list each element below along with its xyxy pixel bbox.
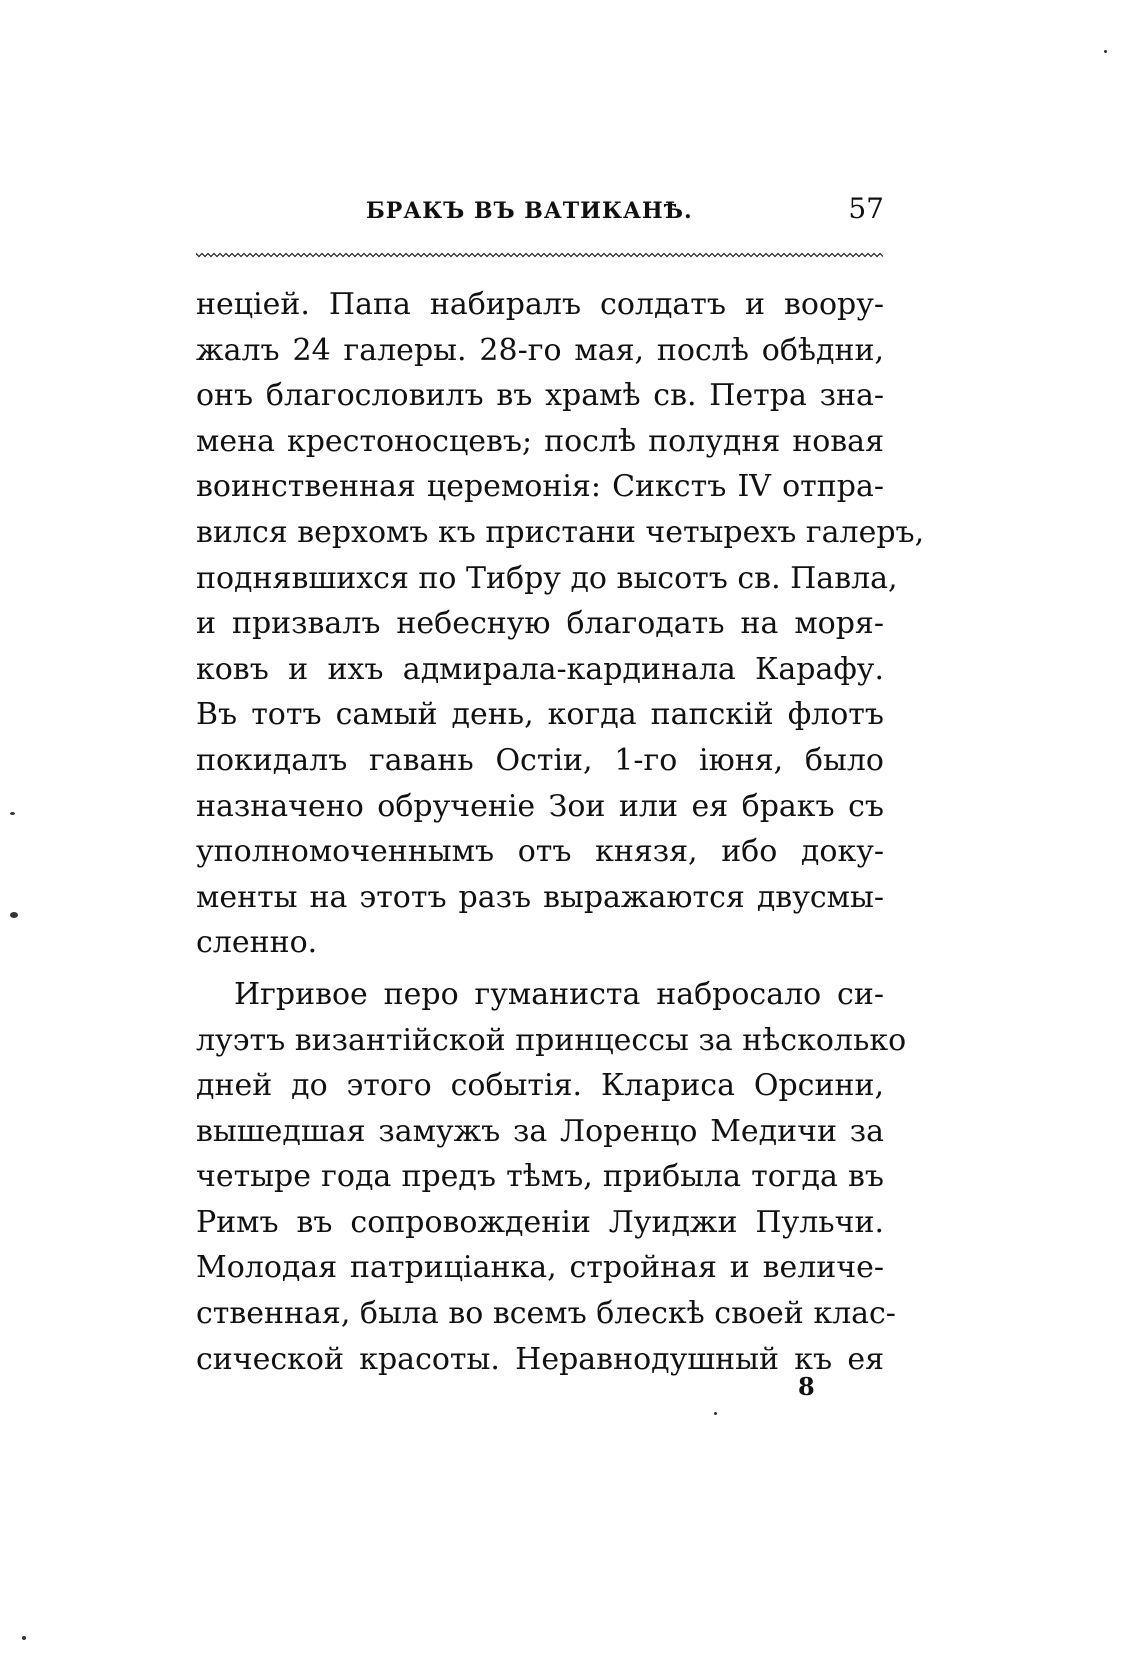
text-line: сленно.	[196, 925, 318, 961]
text-line: ковъ и ихъ адмирала-кардинала Карафу.	[196, 651, 884, 687]
printer-signature-mark: 8	[798, 1372, 815, 1401]
text-line: уполномоченнымъ отъ князя, ибо доку-	[196, 834, 884, 870]
text-line: вышедшая замужъ за Лоренцо Медичи за	[196, 1113, 884, 1149]
text-line: дней до этого событiя. Клариса Орсини,	[196, 1068, 884, 1104]
text-line: мена крестоносцевъ; послѣ полудня новая	[196, 423, 884, 459]
text-line: и призвалъ небесную благодать на моря-	[196, 606, 884, 642]
running-head	[196, 192, 884, 232]
text-line: ственная, была во всемъ блескѣ своей клас-	[196, 1296, 896, 1332]
page-number: 57	[848, 192, 884, 225]
scan-speck	[10, 912, 18, 918]
text-line: луэтъ византiйской принцессы за нѣсколько	[196, 1022, 907, 1058]
header-wavy-rule	[196, 252, 884, 258]
text-line: Молодая патрицiанка, стройная и величе-	[196, 1250, 884, 1286]
text-line: Въ тотъ самый день, когда папскiй флотъ	[196, 697, 884, 733]
text-line: Римъ въ сопровожденiи Луиджи Пульчи.	[196, 1204, 884, 1240]
scan-speck	[10, 812, 15, 815]
text-line: сической красоты. Неравнодушный къ ея	[196, 1341, 884, 1377]
text-line: Игривое перо гуманиста набросало си-	[234, 976, 884, 1012]
text-line: воинственная церемонiя: Сикстъ IV отпра-	[196, 469, 884, 505]
text-line: поднявшихся по Тибру до высотъ св. Павла,	[196, 560, 898, 596]
text-line: менты на этотъ разъ выражаются двусмы-	[196, 879, 884, 915]
text-line: нецiей. Папа набиралъ солдатъ и воору-	[196, 287, 884, 322]
scan-speck	[22, 1636, 26, 1640]
text-line: вился верхомъ къ пристани четырехъ галеръ,	[196, 514, 925, 550]
paragraph	[196, 972, 907, 1382]
scan-speck	[1104, 50, 1107, 53]
text-line: четыре года предъ тѣмъ, прибыла тогда въ	[196, 1159, 884, 1195]
text-line: покидалъ гавань Остiи, 1-го iюня, было	[196, 742, 884, 778]
text-line: жалъ 24 галеры. 28-го мая, послѣ обѣдни,	[196, 332, 884, 368]
text-line: назначено обрученiе Зои или ея бракъ съ	[196, 788, 884, 824]
text-line: онъ благословилъ въ храмѣ св. Петра зна-	[196, 378, 884, 414]
body-text	[196, 282, 925, 1382]
scan-speck	[714, 1412, 717, 1415]
running-title: БРАКЪ ВЪ ВАТИКАНѢ.	[366, 198, 693, 224]
paragraph	[196, 282, 925, 966]
